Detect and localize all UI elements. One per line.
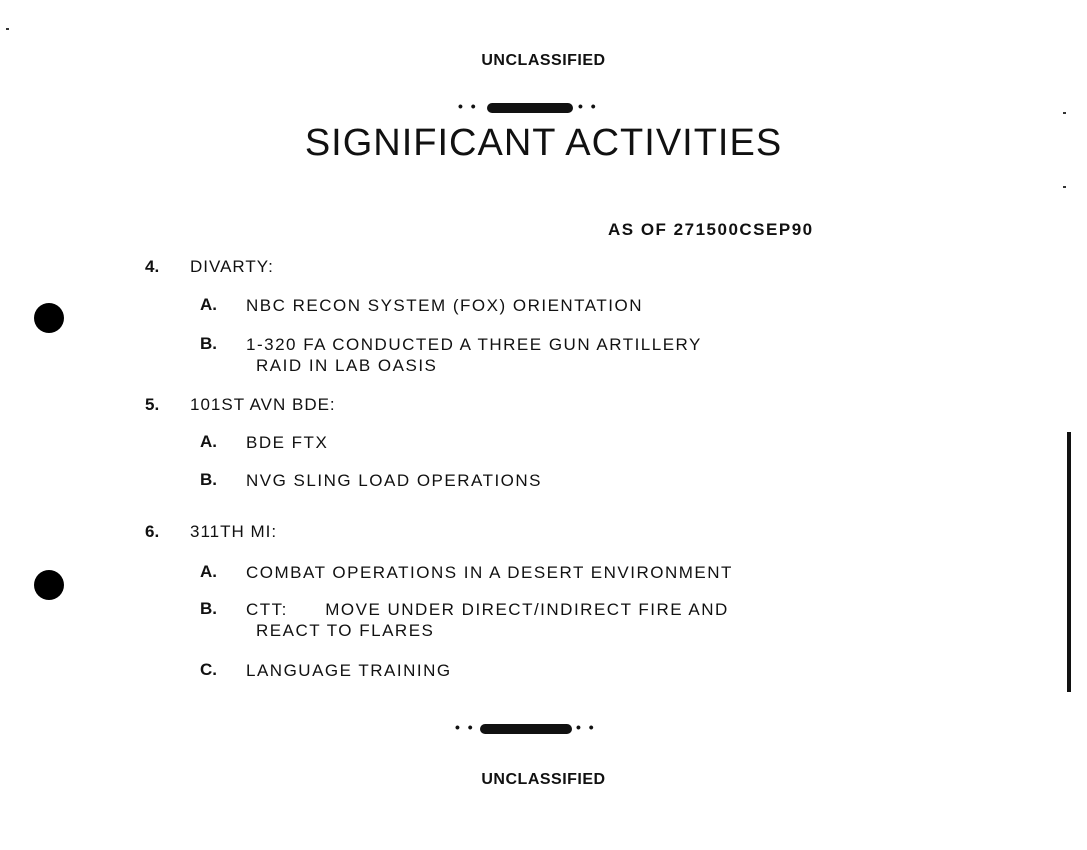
section-number: 4. [145,257,160,276]
item-letter: A. [200,432,217,451]
item-text [246,432,328,453]
item-text [246,470,542,491]
item-letter: B. [200,599,217,618]
item-text [246,599,729,641]
scan-speck [1063,186,1066,188]
item-line: COMBAT OPERATIONS IN A DESERT ENVIRONMENT [246,563,733,582]
section-title: 311TH MI: [190,522,278,541]
as-of-timestamp: AS OF 271500CSEP90 [608,220,814,239]
scan-speck [6,28,9,30]
redaction-dots-left: • • [458,98,478,114]
redaction-mark-bottom [480,724,572,734]
redaction-dots-left: • • [455,719,475,735]
item-text [246,660,452,681]
item-continuation: RAID IN LAB OASIS [256,356,438,375]
redaction-dots-right: • • [578,98,598,114]
item-continuation: REACT TO FLARES [256,621,435,640]
scan-edge-bar [1067,432,1071,692]
redaction-dots-right: • • [576,719,596,735]
item-line: 1-320 FA CONDUCTED A THREE GUN ARTILLERY [246,335,702,354]
item-text [246,334,702,376]
punch-hole [34,570,64,600]
item-line: NBC RECON SYSTEM (FOX) ORIENTATION [246,296,643,315]
section-title: DIVARTY: [190,257,274,276]
section-number: 5. [145,395,160,414]
section-number: 6. [145,522,160,541]
item-text [246,295,643,316]
punch-hole [34,303,64,333]
redaction-mark-top [487,103,573,113]
item-line: NVG SLING LOAD OPERATIONS [246,471,543,490]
item-letter: C. [200,660,217,679]
classification-footer: UNCLASSIFIED [481,771,606,788]
classification-header: UNCLASSIFIED [481,52,606,69]
item-letter: B. [200,470,217,489]
scan-speck [1063,112,1066,114]
item-line: CTT: MOVE UNDER DIRECT/INDIRECT FIRE AND [246,600,729,619]
section-title: 101ST AVN BDE: [190,395,336,414]
item-letter: B. [200,334,217,353]
item-text [246,562,733,583]
page-title: SIGNIFICANT ACTIVITIES [304,122,783,164]
item-line: BDE FTX [246,433,329,452]
item-letter: A. [200,562,217,581]
item-line: LANGUAGE TRAINING [246,661,452,680]
item-letter: A. [200,295,217,314]
